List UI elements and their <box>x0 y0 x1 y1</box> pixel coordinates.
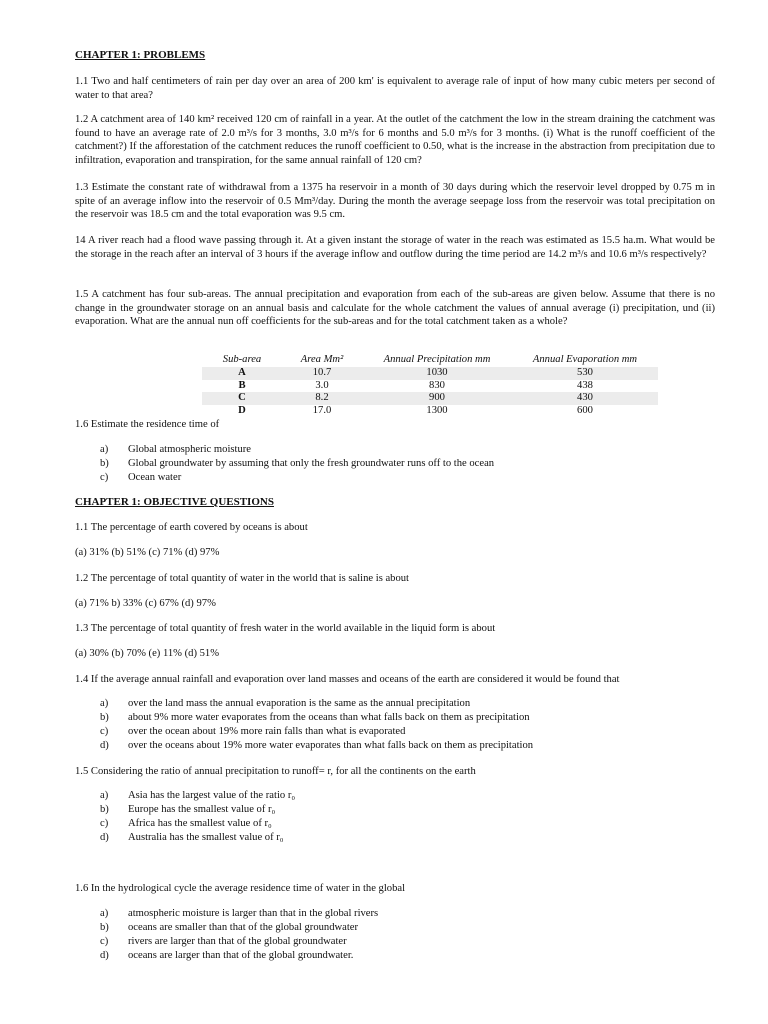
question-1-5-list <box>100 789 720 845</box>
table-cell: 3.0 <box>315 379 329 391</box>
list-item <box>100 471 720 485</box>
list-item <box>100 907 720 921</box>
table-cell: 600 <box>577 404 593 416</box>
list-item <box>100 789 720 803</box>
list-marker: d) <box>100 740 109 751</box>
table-cell: 1030 <box>362 367 512 380</box>
table-header-cell: Area Mm² <box>300 354 344 365</box>
list-text: Australia has the smallest value of r₀ <box>128 832 284 843</box>
table-header-cell: Annual Precipitation mm <box>383 354 491 365</box>
problem-1-6: 1.6 Estimate the residence time of <box>75 419 220 430</box>
list-text: Africa has the smallest value of r₀ <box>128 818 272 829</box>
list-marker: d) <box>100 832 109 843</box>
list-item <box>100 443 720 457</box>
list-text: Global atmospheric moisture <box>128 444 251 455</box>
table-row <box>202 392 658 405</box>
list-marker: b) <box>100 712 109 723</box>
list-marker: c) <box>100 726 109 737</box>
list-marker: a) <box>100 908 109 919</box>
problem-1-4: 14 A river reach had a flood wave passing through it. At a given instant the storage of water in the reach was estimated as 15.5 ha.m. What would be the storage in the reach after an interval of 3 hours if the average inflow and outflow during the time period are 14.2 m³/s and 10.6 m³/s respectively? <box>75 235 715 260</box>
table-cell: 830 <box>429 379 445 391</box>
table-cell: 1300 <box>426 404 448 416</box>
list-marker: a) <box>100 444 109 455</box>
list-text: over the land mass the annual evaporation is the same as the annual precipitation <box>128 698 471 709</box>
table-cell: B <box>238 379 246 391</box>
list-item <box>100 697 720 711</box>
list-item <box>100 711 720 725</box>
list-item <box>100 817 720 831</box>
list-item <box>100 739 720 753</box>
list-item <box>100 921 720 935</box>
list-item <box>100 725 720 739</box>
table-cell: D <box>238 404 246 416</box>
list-item <box>100 949 720 963</box>
question-1-4: 1.4 If the average annual rainfall and evaporation over land masses and oceans of the earth are considered it would be found that <box>75 674 620 685</box>
list-marker: d) <box>100 950 109 961</box>
table-row <box>202 380 658 393</box>
table-cell: 530 <box>512 367 658 380</box>
table-cell: A <box>202 367 282 380</box>
list-text: atmospheric moisture is larger than that in the global rivers <box>128 908 379 919</box>
list-marker: c) <box>100 818 109 829</box>
problem-1-5: 1.5 A catchment has four sub-areas. The annual precipitation and evaporation from each of the sub-areas are given below. Assume that there is no change in the groundwater storage on an annual basis and calculate for the whole catchment the values of annual average (i) precipitation, und (ii) evaporation. What are the annual nun off coefficients for the sub-areas and for the total catchment taken as a whole? <box>75 289 715 328</box>
table-row <box>202 367 658 380</box>
list-marker: c) <box>100 472 109 483</box>
chapter-problems-heading: CHAPTER 1: PROBLEMS <box>75 49 206 61</box>
table-header-cell: Annual Evaporation mm <box>532 354 638 365</box>
list-text: about 9% more water evaporates from the oceans than what falls back on them as precipitation <box>128 712 530 723</box>
table-cell: 10.7 <box>282 367 362 380</box>
problem-1-2: 1.2 A catchment area of 140 km² received 120 cm of rainfall in a year. At the outlet of the catchment the low in the stream draining the catchment was found to have an average rate of 2.0 m³/s for 3 months, 3.0 m³/s for 6 months and 5.0 m³/s for 3 months. (i) What is the runoff coefficient of the catchment?) If the afforestation of the catchment reduces the runoff coefficient to 0.50, what is the increase in the abstraction from precipitation due to infiltration, evaporation and transpiration, for the same annual rainfall of 120 cm? <box>75 114 715 166</box>
answer-1-3: (a) 30% (b) 70% (e) 11% (d) 51% <box>75 648 220 659</box>
answer-1-2: (a) 71% b) 33% (c) 67% (d) 97% <box>75 598 216 609</box>
problem-1-1: 1.1 Two and half centimeters of rain per day over an area of 200 km' is equivalent to average rale of input of how many cubic meters per second of water to that area? <box>75 76 715 101</box>
list-marker: a) <box>100 790 109 801</box>
table-cell: 438 <box>577 379 593 391</box>
list-marker: a) <box>100 698 109 709</box>
list-text: Europe has the smallest value of r₀ <box>128 804 276 815</box>
table-row <box>202 405 658 418</box>
question-1-2: 1.2 The percentage of total quantity of water in the world that is saline is about <box>75 573 410 584</box>
list-text: over the oceans about 19% more water evaporates than what falls back on them as precipitation <box>128 740 534 751</box>
list-marker: b) <box>100 922 109 933</box>
answer-1-1: (a) 31% (b) 51% (c) 71% (d) 97% <box>75 547 220 558</box>
list-text: Ocean water <box>128 472 182 483</box>
question-1-6: 1.6 In the hydrological cycle the average residence time of water in the global <box>75 883 406 894</box>
problem-1-6-list <box>100 443 720 485</box>
list-item <box>100 935 720 949</box>
question-1-6-list <box>100 907 720 963</box>
table-cell: 430 <box>512 392 658 405</box>
problem-1-3: 1.3 Estimate the constant rate of withdrawal from a 1375 ha reservoir in a month of 30 days during which the reservoir level dropped by 0.75 m in spite of an average inflow into the reservoir of 0.5 Mm³/day. During the month the average seepage loss from the reservoir was total precipitation on the reservoir was 18.5 cm and the total evaporation was 9.5 cm. <box>75 182 715 221</box>
list-marker: b) <box>100 458 109 469</box>
question-1-3: 1.3 The percentage of total quantity of fresh water in the world available in the liquid form is about <box>75 623 496 634</box>
list-text: over the ocean about 19% more rain falls than what is evaporated <box>128 726 406 737</box>
list-text: Global groundwater by assuming that only the fresh groundwater runs off to the ocean <box>128 458 495 469</box>
table-cell: C <box>202 392 282 405</box>
list-text: oceans are smaller than that of the global groundwater <box>128 922 359 933</box>
list-marker: b) <box>100 804 109 815</box>
list-marker: c) <box>100 936 109 947</box>
sub-area-table <box>202 353 658 417</box>
question-1-5: 1.5 Considering the ratio of annual precipitation to runoff= r, for all the continents on the earth <box>75 766 476 777</box>
list-item <box>100 831 720 845</box>
question-1-4-list <box>100 697 720 753</box>
list-text: oceans are larger than that of the global groundwater. <box>128 950 354 961</box>
list-text: Asia has the largest value of the ratio r₀ <box>128 790 296 801</box>
list-item <box>100 803 720 817</box>
table-cell: 8.2 <box>282 392 362 405</box>
table-header-cell: Sub-area <box>222 354 262 365</box>
chapter-objective-heading: CHAPTER 1: OBJECTIVE QUESTIONS <box>75 496 274 508</box>
table-header-row <box>202 353 658 367</box>
list-text: rivers are larger than that of the global groundwater <box>128 936 347 947</box>
table-cell: 900 <box>362 392 512 405</box>
question-1-1: 1.1 The percentage of earth covered by oceans is about <box>75 522 308 533</box>
list-item <box>100 457 720 471</box>
table-cell: 17.0 <box>312 404 332 416</box>
